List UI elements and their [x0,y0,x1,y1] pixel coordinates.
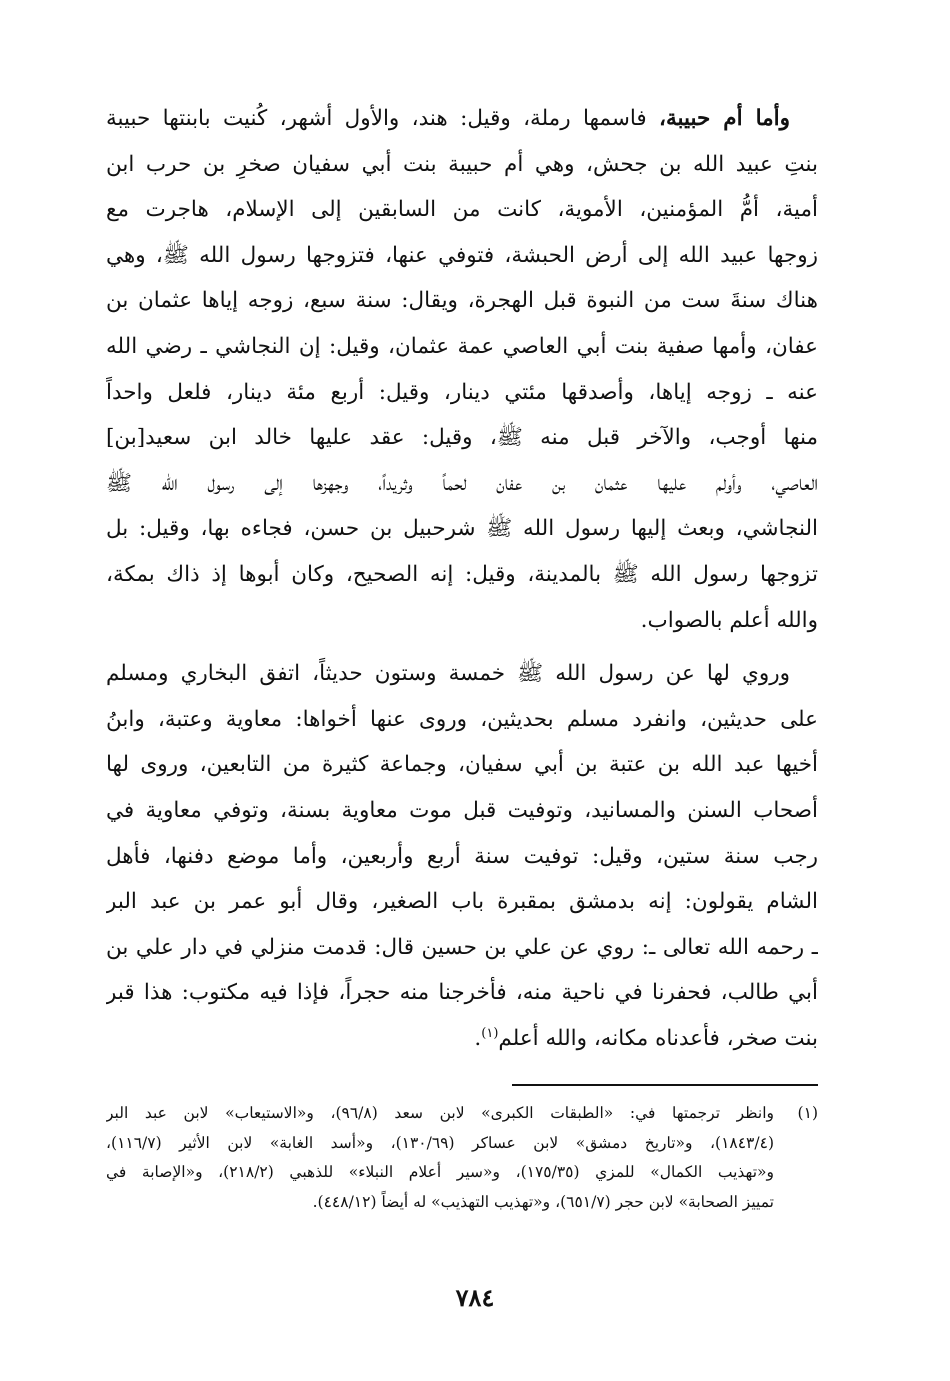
page-number: ٧٨٤ [455,1283,495,1312]
paragraph-gap [106,643,818,651]
text-line: هناك سنةَ ست من النبوة قبل الهجرة، ويقال: سنة سبع، زوجه إياها عثمان بن [106,288,818,314]
text-line: أبي طالب، فحفرنا في ناحية منه، فأخرجنا منه حجراً، فإذا فيه مكتوب: هذا قبر [106,980,818,1006]
main-text [106,96,818,1061]
text-line: بنتِ عبيد الله بن جحش، وهي أم حبيبة بنت أبي سفيان صخرِ بن حرب ابن [106,151,818,177]
footnote-text: تمييز الصحابة» لابن حجر (٦٥١/٧)، و«تهذيب التهذيب» له أيضاً (٤٤٨/١٢). [312,1192,774,1211]
footnote-text: وانظر ترجمتها في: «الطبقات الكبرى» لابن سعد (٩٦/٨)، و«الاستيعاب» لابن عبد البر [106,1104,774,1122]
text-line: الشام يقولون: إنه بدمشق بمقبرة باب الصغير، وقال أبو عمر بن عبد البر [106,889,818,915]
text-line: على حديثين، وانفرد مسلم بحديثين، وروى عنها أخواها: معاوية وعتبة، وابنُ [106,706,818,732]
text-line: زوجها عبيد الله إلى أرض الحبشة، فتوفي عنها، فتزوجها رسول الله ﷺ، وهي [106,242,818,268]
text-line: أصحاب السنن والمسانيد، وتوفيت قبل موت معاوية بسنة، وتوفي معاوية في [106,797,818,823]
text-line: ـ رحمه الله تعالى ـ: روي عن علي بن حسين قال: قدمت منزلي في دار علي بن [106,934,818,960]
text-line: والله أعلم بالصواب. [640,607,818,633]
text-line: النجاشي، وبعث إليها رسول الله ﷺ شرحبيل بن حسن، فجاءه بها، وقيل: بل [106,516,818,542]
text-line: عنه ـ زوجه إياها، وأصدقها مئتي دينار، وقيل: أربع مئة دينار، فلعل واحداً [106,379,818,405]
paragraph-lead: وأما أم حبيبة، [659,106,790,131]
text-span: فاسمها رملة، وقيل: هند، والأول أشهر، كُنيت بابنتها حبيبة [106,106,660,131]
footnote-text: (١٨٤٣/٤)، و«تاريخ دمشق» لابن عساكر (١٣٠/٦٩)، و«أسد الغابة» لابن الأثير (١١٦/٧)، [106,1133,774,1152]
text-line [106,96,818,142]
text-line: عفان، وأمها صفية بنت أبي العاصي عمة عثمان، وقيل: إن النجاشي ـ رضي الله [106,333,818,359]
text-line: العاصي، وأولم عليها عثمان بن عفان لحماً وثريداً، وجهزها إلى رسول الله ﷺ [106,470,818,496]
text-line: أمية، أمُّ المؤمنين، الأموية، كانت من السابقين إلى الإسلام، هاجرت مع [106,197,818,223]
footnote-number: (١) [797,1104,818,1122]
footnote [106,1099,818,1217]
text-line: وروي لها عن رسول الله ﷺ خمسة وستون حديثاً، اتفق البخاري ومسلم [106,661,790,687]
text-line: تزوجها رسول الله ﷺ بالمدينة، وقيل: إنه الصحيح، وكان أبوها إذ ذاك بمكة، [106,561,818,587]
footnote-reference[interactable]: (١) [481,1025,499,1041]
footnote-text: و«تهذيب الكمال» للمزي (١٧٥/٣٥)، و«سير أعلام النبلاء» للذهبي (٢١٨/٢)، و«الإصابة في [106,1163,774,1181]
text-line: أخيها عبد الله بن عتبة بن أبي سفيان، وجماعة كثيرة من التابعين، وروى لها [106,752,818,778]
footnote-first-line [106,1099,818,1129]
footnote-separator [512,1084,818,1086]
text-line: رجب سنة ستين، وقيل: توفيت سنة أربع وأربعين، وأما موضع دفنها، فأهل [106,843,818,869]
text-line [106,1016,818,1062]
text-span: . [474,1025,482,1051]
text-span: بنت صخر، فأعدناه مكانه، والله أعلم [498,1025,818,1051]
text-line: منها أوجب، والآخر قبل منه ﷺ، وقيل: عقد عليها خالد ابن سعيد[بن] [106,425,818,451]
